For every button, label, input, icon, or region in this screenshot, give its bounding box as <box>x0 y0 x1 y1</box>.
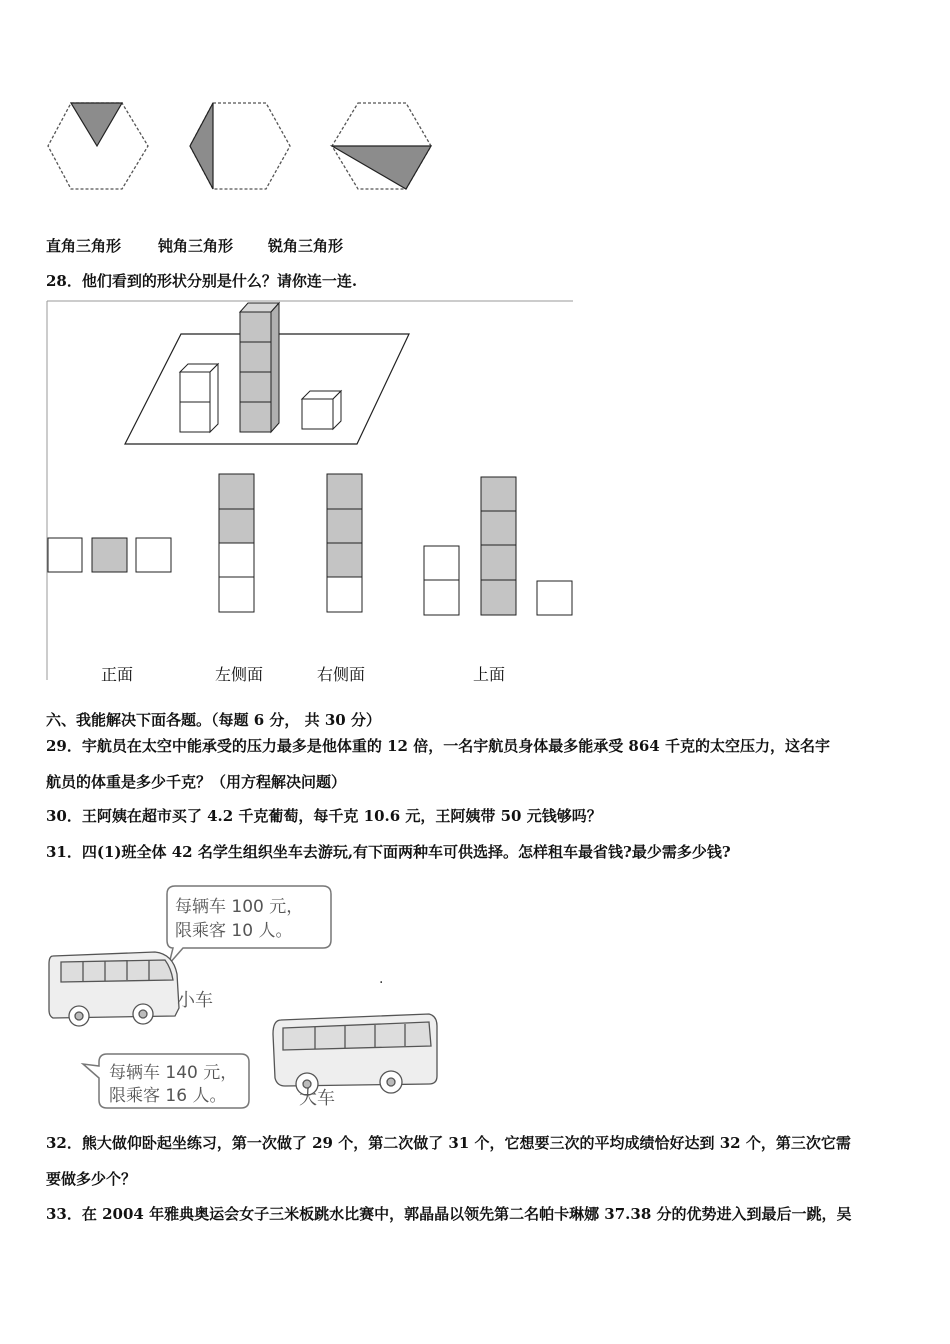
big-bus-price: 每辆车 140 元， <box>109 1063 238 1083</box>
q31-text: 31．四(1)班全体 42 名学生组织坐车去游玩,有下面两种车可供选择。怎样租车最省钱?最少需多少钱? <box>46 843 731 861</box>
q30-text: 30．王阿姨在超市买了 4.2 千克葡萄，每千克 10.6 元，王阿姨带 50 元钱够吗？ <box>46 807 602 825</box>
big-bus-bubble <box>83 1054 249 1108</box>
cube-stack-four <box>240 303 279 432</box>
view-right <box>327 474 362 612</box>
hexagon-figures <box>40 95 450 200</box>
view-label-front: 正面 <box>101 665 134 684</box>
small-bus-bubble <box>167 886 331 964</box>
q32-line2: 要做多少个？ <box>46 1170 137 1188</box>
small-bus-capacity: 限乘客 10 人。 <box>175 921 293 941</box>
small-bus-icon <box>49 952 179 1026</box>
q29-line2: 航员的体重是多少千克？（用方程解决问题） <box>46 773 347 791</box>
big-bus-label: 大车 <box>299 1088 335 1109</box>
view-front <box>48 538 171 572</box>
section6-heading: 六、我能解决下面各题。（每题 6 分， 共 30 分） <box>46 711 381 729</box>
view-top <box>424 477 572 615</box>
big-bus-capacity: 限乘客 16 人。 <box>109 1086 227 1106</box>
q33-line1: 33．在 2004 年雅典奥运会女子三米板跳水比赛中，郭晶晶以领先第二名帕卡琳娜 37.38 分的优势进入到最后一跳，吴 <box>46 1205 852 1223</box>
view-left <box>219 474 254 612</box>
cube-stack-two <box>180 364 218 432</box>
svg-text:·: · <box>379 975 384 991</box>
q32-line1: 32．熊大做仰卧起坐练习，第一次做了 29 个，第二次做了 31 个，它想要三次的平均成绩恰好达到 32 个，第三次它需 <box>46 1134 851 1152</box>
view-label-left: 左侧面 <box>215 665 264 684</box>
hexagon-obtuse-triangle <box>190 103 290 189</box>
big-bus-icon <box>273 1014 437 1095</box>
q28-figure <box>45 300 575 690</box>
label-right-triangle: 直角三角形 <box>46 237 122 255</box>
label-acute-triangle: 锐角三角形 <box>268 237 344 255</box>
small-bus-label: 小车 <box>177 990 213 1011</box>
small-bus-price: 每辆车 100 元， <box>175 897 304 917</box>
cube-single <box>302 391 341 429</box>
q28-question: 28．他们看到的形状分别是什么？请你连一连. <box>46 272 358 290</box>
view-label-right: 右侧面 <box>317 665 366 684</box>
hexagon-right-triangle <box>48 103 148 189</box>
hexagon-acute-triangle <box>332 103 431 189</box>
label-obtuse-triangle: 钝角三角形 <box>158 237 234 255</box>
q29-line1: 29．宇航员在太空中能承受的压力最多是他体重的 12 倍，一名宇航员身体最多能承受 864 千克的太空压力，这名宇 <box>46 737 830 755</box>
bus-illustration <box>45 880 445 1118</box>
view-label-top: 上面 <box>473 665 506 684</box>
